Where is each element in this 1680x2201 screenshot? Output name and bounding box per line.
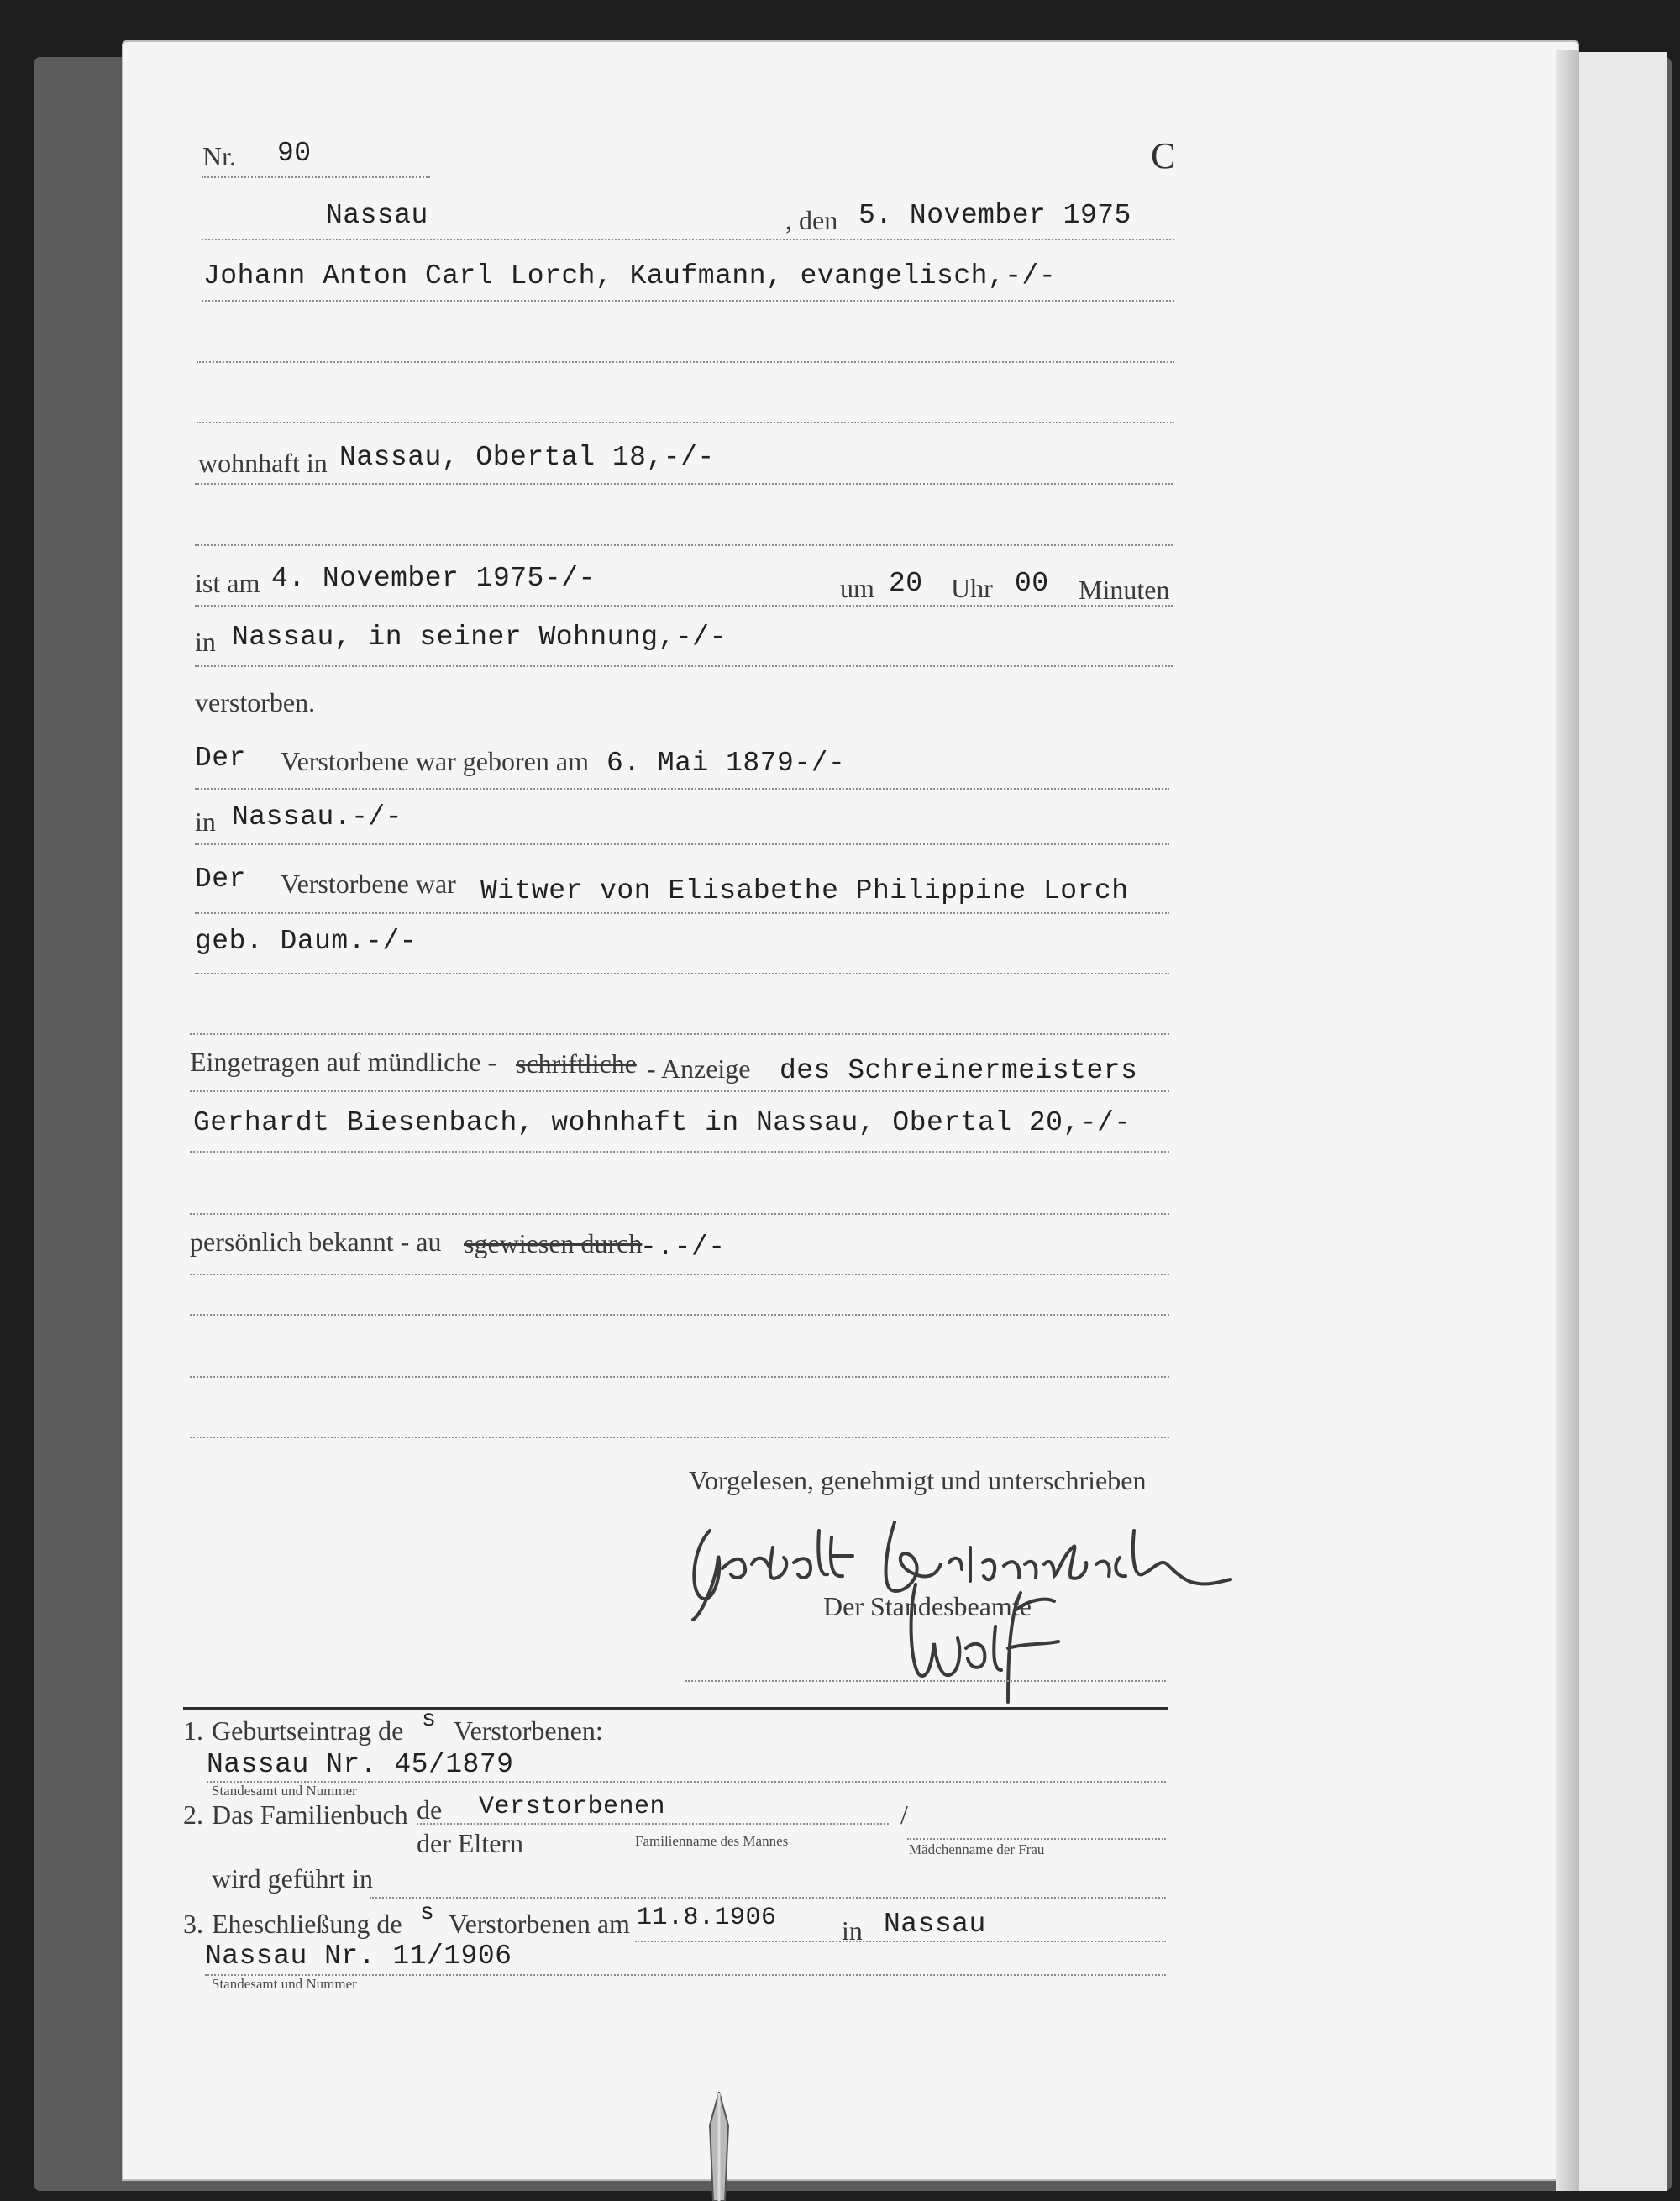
- note2-der-eltern: der Eltern: [417, 1828, 524, 1858]
- note3-label: Eheschließung de: [212, 1909, 402, 1939]
- nr-value: 90: [277, 138, 312, 169]
- note3-number: 3.: [183, 1909, 203, 1939]
- death-hour: 20: [889, 568, 923, 599]
- next-page-edge: [1571, 52, 1667, 2191]
- registrar-label: Der Standesbeamte: [823, 1591, 1032, 1621]
- report-struck-text: schriftliche: [516, 1048, 637, 1079]
- register-letter: C: [1151, 135, 1176, 176]
- death-date: 4. November 1975-/-: [271, 563, 596, 594]
- informant-details: Gerhardt Biesenbach, wohnhaft in Nassau, Obertal 20,-/-: [193, 1107, 1131, 1138]
- pen-tip: [708, 2092, 730, 2201]
- deceased-name-line: Johann Anton Carl Lorch, Kaufmann, evangelisch,-/-: [203, 260, 1057, 292]
- note3-in-label: in: [842, 1915, 863, 1946]
- birth-entry-value: Nassau Nr. 45/1879: [207, 1749, 514, 1780]
- birth-place-label: in: [195, 806, 216, 837]
- note2-caption-wife: Mädchenname der Frau: [909, 1841, 1045, 1857]
- read-approved-label: Vorgelesen, genehmigt und unterschrieben: [689, 1465, 1147, 1495]
- marital-article: Der: [195, 864, 246, 895]
- note2-caption-husband: Familienname des Mannes: [635, 1833, 789, 1849]
- registration-date: 5. November 1975: [858, 200, 1131, 231]
- report-label-suffix: - Anzeige: [647, 1053, 751, 1084]
- note3-suffix: s: [420, 1900, 435, 1926]
- marriage-date: 11.8.1906: [637, 1904, 777, 1932]
- verstorben-label: verstorben.: [195, 687, 316, 717]
- marital-label: Verstorbene war: [281, 869, 456, 899]
- identity-value: -.-/-: [640, 1232, 726, 1263]
- note1-number: 1.: [183, 1715, 203, 1746]
- identity-label: persönlich bekannt - au: [190, 1227, 442, 1257]
- note2-label: Das Familienbuch: [212, 1799, 408, 1830]
- note1-label: Geburtseintrag de: [212, 1715, 404, 1746]
- minuten-label: Minuten: [1079, 575, 1170, 605]
- marital-status-cont: geb. Daum.-/-: [195, 926, 417, 957]
- note2-kept-label: wird geführt in: [212, 1863, 373, 1894]
- death-date-label: ist am: [195, 568, 260, 598]
- birth-date: 6. Mai 1879-/-: [606, 748, 846, 779]
- death-minutes: 00: [1015, 568, 1049, 599]
- um-label: um: [840, 573, 874, 603]
- birth-article: Der: [195, 743, 246, 774]
- death-place: Nassau, in seiner Wohnung,-/-: [232, 622, 727, 653]
- note2-number: 2.: [183, 1799, 203, 1830]
- note2-de: de: [417, 1794, 443, 1825]
- birth-place: Nassau.-/-: [232, 801, 403, 833]
- birth-label: Verstorbene war geboren am: [281, 746, 589, 776]
- residence-value: Nassau, Obertal 18,-/-: [339, 442, 715, 473]
- identity-struck-text: sgewiesen durch: [464, 1228, 643, 1258]
- note1-caption: Standesamt und Nummer: [212, 1783, 357, 1799]
- page-edge-shadow: [1556, 50, 1579, 2191]
- note1-label-end: Verstorbenen:: [454, 1715, 603, 1746]
- report-label-prefix: Eingetragen auf mündliche -: [190, 1047, 497, 1077]
- uhr-label: Uhr: [951, 573, 993, 603]
- registrar-signature: [882, 1576, 1084, 1710]
- marriage-place: Nassau: [884, 1909, 986, 1940]
- informant-title: des Schreinermeisters: [780, 1055, 1138, 1086]
- registration-place: Nassau: [326, 200, 428, 231]
- death-place-label: in: [195, 627, 216, 657]
- note3-label-mid: Verstorbenen am: [449, 1909, 630, 1939]
- note2-slash: /: [900, 1799, 908, 1830]
- residence-label: wohnhaft in: [198, 448, 328, 478]
- family-book-value: Verstorbenen: [479, 1793, 666, 1821]
- nr-label: Nr.: [202, 141, 236, 171]
- marriage-entry-value: Nassau Nr. 11/1906: [205, 1941, 512, 1972]
- note3-caption: Standesamt und Nummer: [212, 1976, 357, 1992]
- marital-status: Witwer von Elisabethe Philippine Lorch: [480, 875, 1129, 906]
- den-label: , den: [785, 205, 838, 235]
- note1-suffix: s: [422, 1707, 437, 1733]
